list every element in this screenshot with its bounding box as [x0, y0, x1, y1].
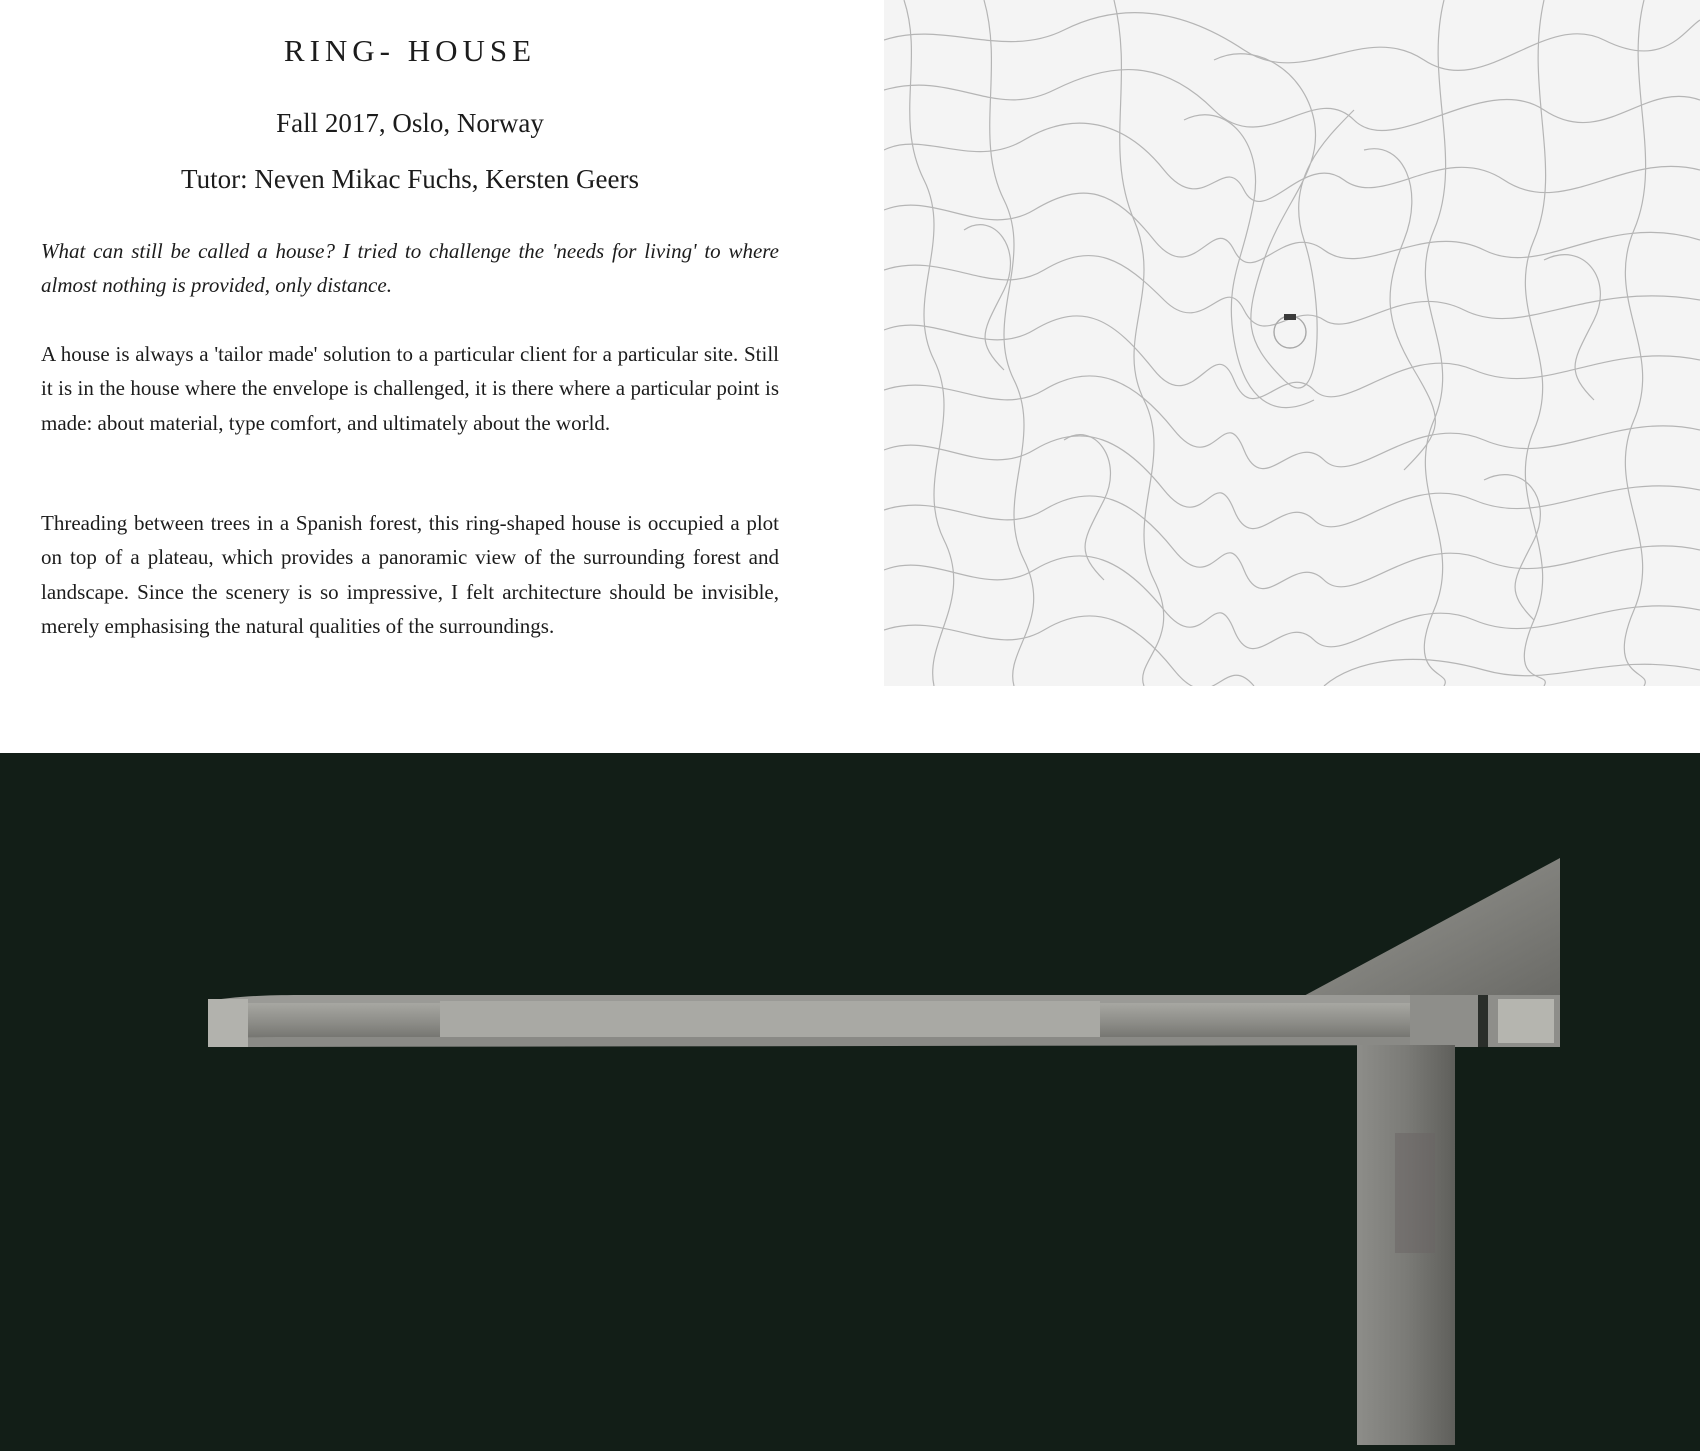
intro-paragraph: What can still be called a house? I tried to challenge the 'needs for living' to where almost nothing is provided, only distance.	[41, 239, 779, 298]
model-photo-icon	[0, 753, 1700, 1451]
body-paragraph-1: A house is always a 'tailor made' solution to a particular client for a particular site. Still it is in the house where the envelope is challenged, it is there where a particular point is made: about material, type comfort, and ultimately about the world.	[41, 342, 779, 435]
model-photo	[0, 753, 1700, 1451]
page-title: RING- HOUSE	[283, 33, 537, 68]
topographic-map	[884, 0, 1700, 686]
body-paragraph-2: Threading between trees in a Spanish forest, this ring-shaped house is occupied a plot on top of a plateau, which provides a panoramic view of the surrounding forest and landscape. Since the scenery is so impressive, I felt architecture should be invisible, merely emphasising the natural qualities of the surroundings.	[41, 511, 779, 638]
tutor-line: Tutor: Neven Mikac Fuchs, Kersten Geers	[181, 164, 639, 194]
site-plan-topographic-icon	[884, 0, 1700, 686]
text-column	[41, 0, 779, 700]
house-marker-icon	[1284, 314, 1296, 320]
date-location: Fall 2017, Oslo, Norway	[276, 108, 544, 138]
